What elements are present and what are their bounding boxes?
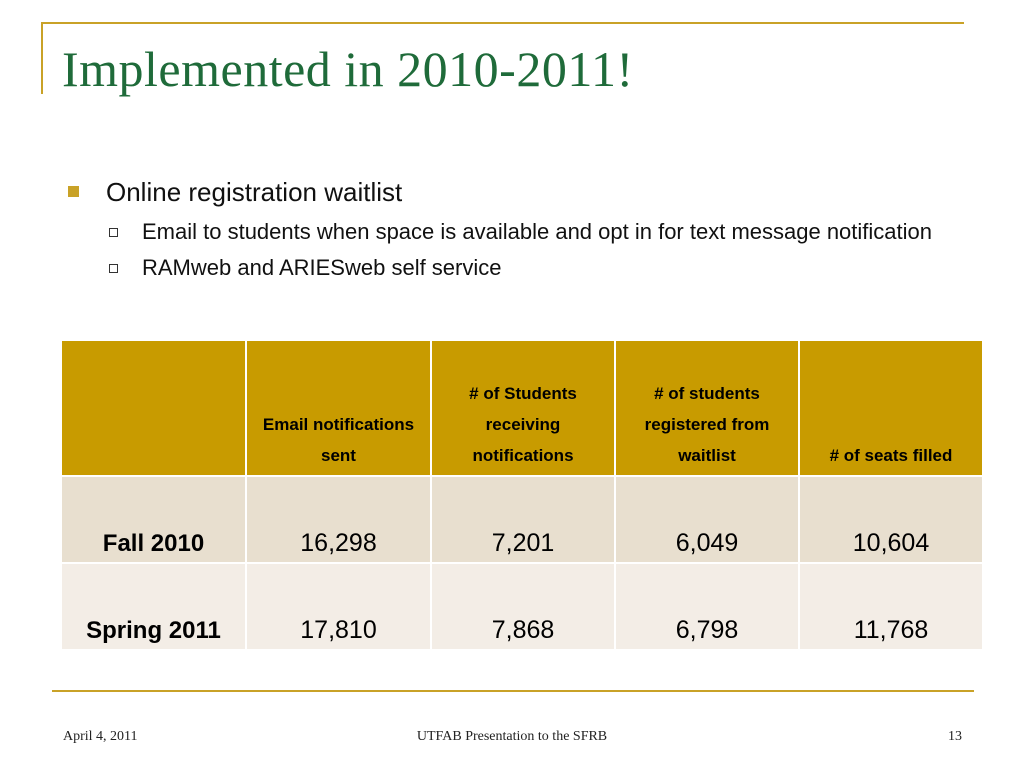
bullet-level2-text: RAMweb and ARIESweb self service (142, 255, 502, 280)
table-header-row (61, 340, 983, 476)
box-bullet-icon (109, 228, 118, 237)
bullet-level1-text: Online registration waitlist (106, 177, 403, 207)
box-bullet-icon (109, 264, 118, 273)
table-cell: 6,049 (615, 476, 799, 563)
table-cell: 11,768 (799, 563, 983, 650)
table-cell: 7,868 (431, 563, 615, 650)
bullet-level2 (66, 254, 946, 282)
square-bullet-icon (68, 186, 79, 197)
footer-date: April 4, 2011 (63, 729, 138, 744)
bullet-level2-text: Email to students when space is available and opt in for text message notification (142, 219, 933, 244)
table-cell: 10,604 (799, 476, 983, 563)
table-cell: 6,798 (615, 563, 799, 650)
waitlist-stats-table (60, 339, 984, 651)
bullet-level2 (66, 218, 946, 246)
page-number: 13 (948, 729, 962, 744)
bullet-level1 (66, 174, 946, 210)
header-cell: # of students registered from waitlist (615, 340, 799, 476)
row-label: Fall 2010 (61, 476, 246, 563)
slide-title: Implemented in 2010-2011! (62, 41, 634, 97)
header-cell: # of Students receiving notifications (431, 340, 615, 476)
frame-top-line (41, 22, 964, 24)
table-row (61, 563, 983, 650)
footer-title: UTFAB Presentation to the SFRB (416, 729, 608, 744)
frame-left-line (41, 22, 43, 94)
table-row (61, 476, 983, 563)
header-cell: # of seats filled (799, 340, 983, 476)
bullet-list (66, 174, 946, 282)
header-cell-empty (61, 340, 246, 476)
footer-divider-line (52, 690, 974, 692)
table-cell: 17,810 (246, 563, 431, 650)
table-cell: 7,201 (431, 476, 615, 563)
header-cell: Email notifications sent (246, 340, 431, 476)
row-label: Spring 2011 (61, 563, 246, 650)
table-cell: 16,298 (246, 476, 431, 563)
